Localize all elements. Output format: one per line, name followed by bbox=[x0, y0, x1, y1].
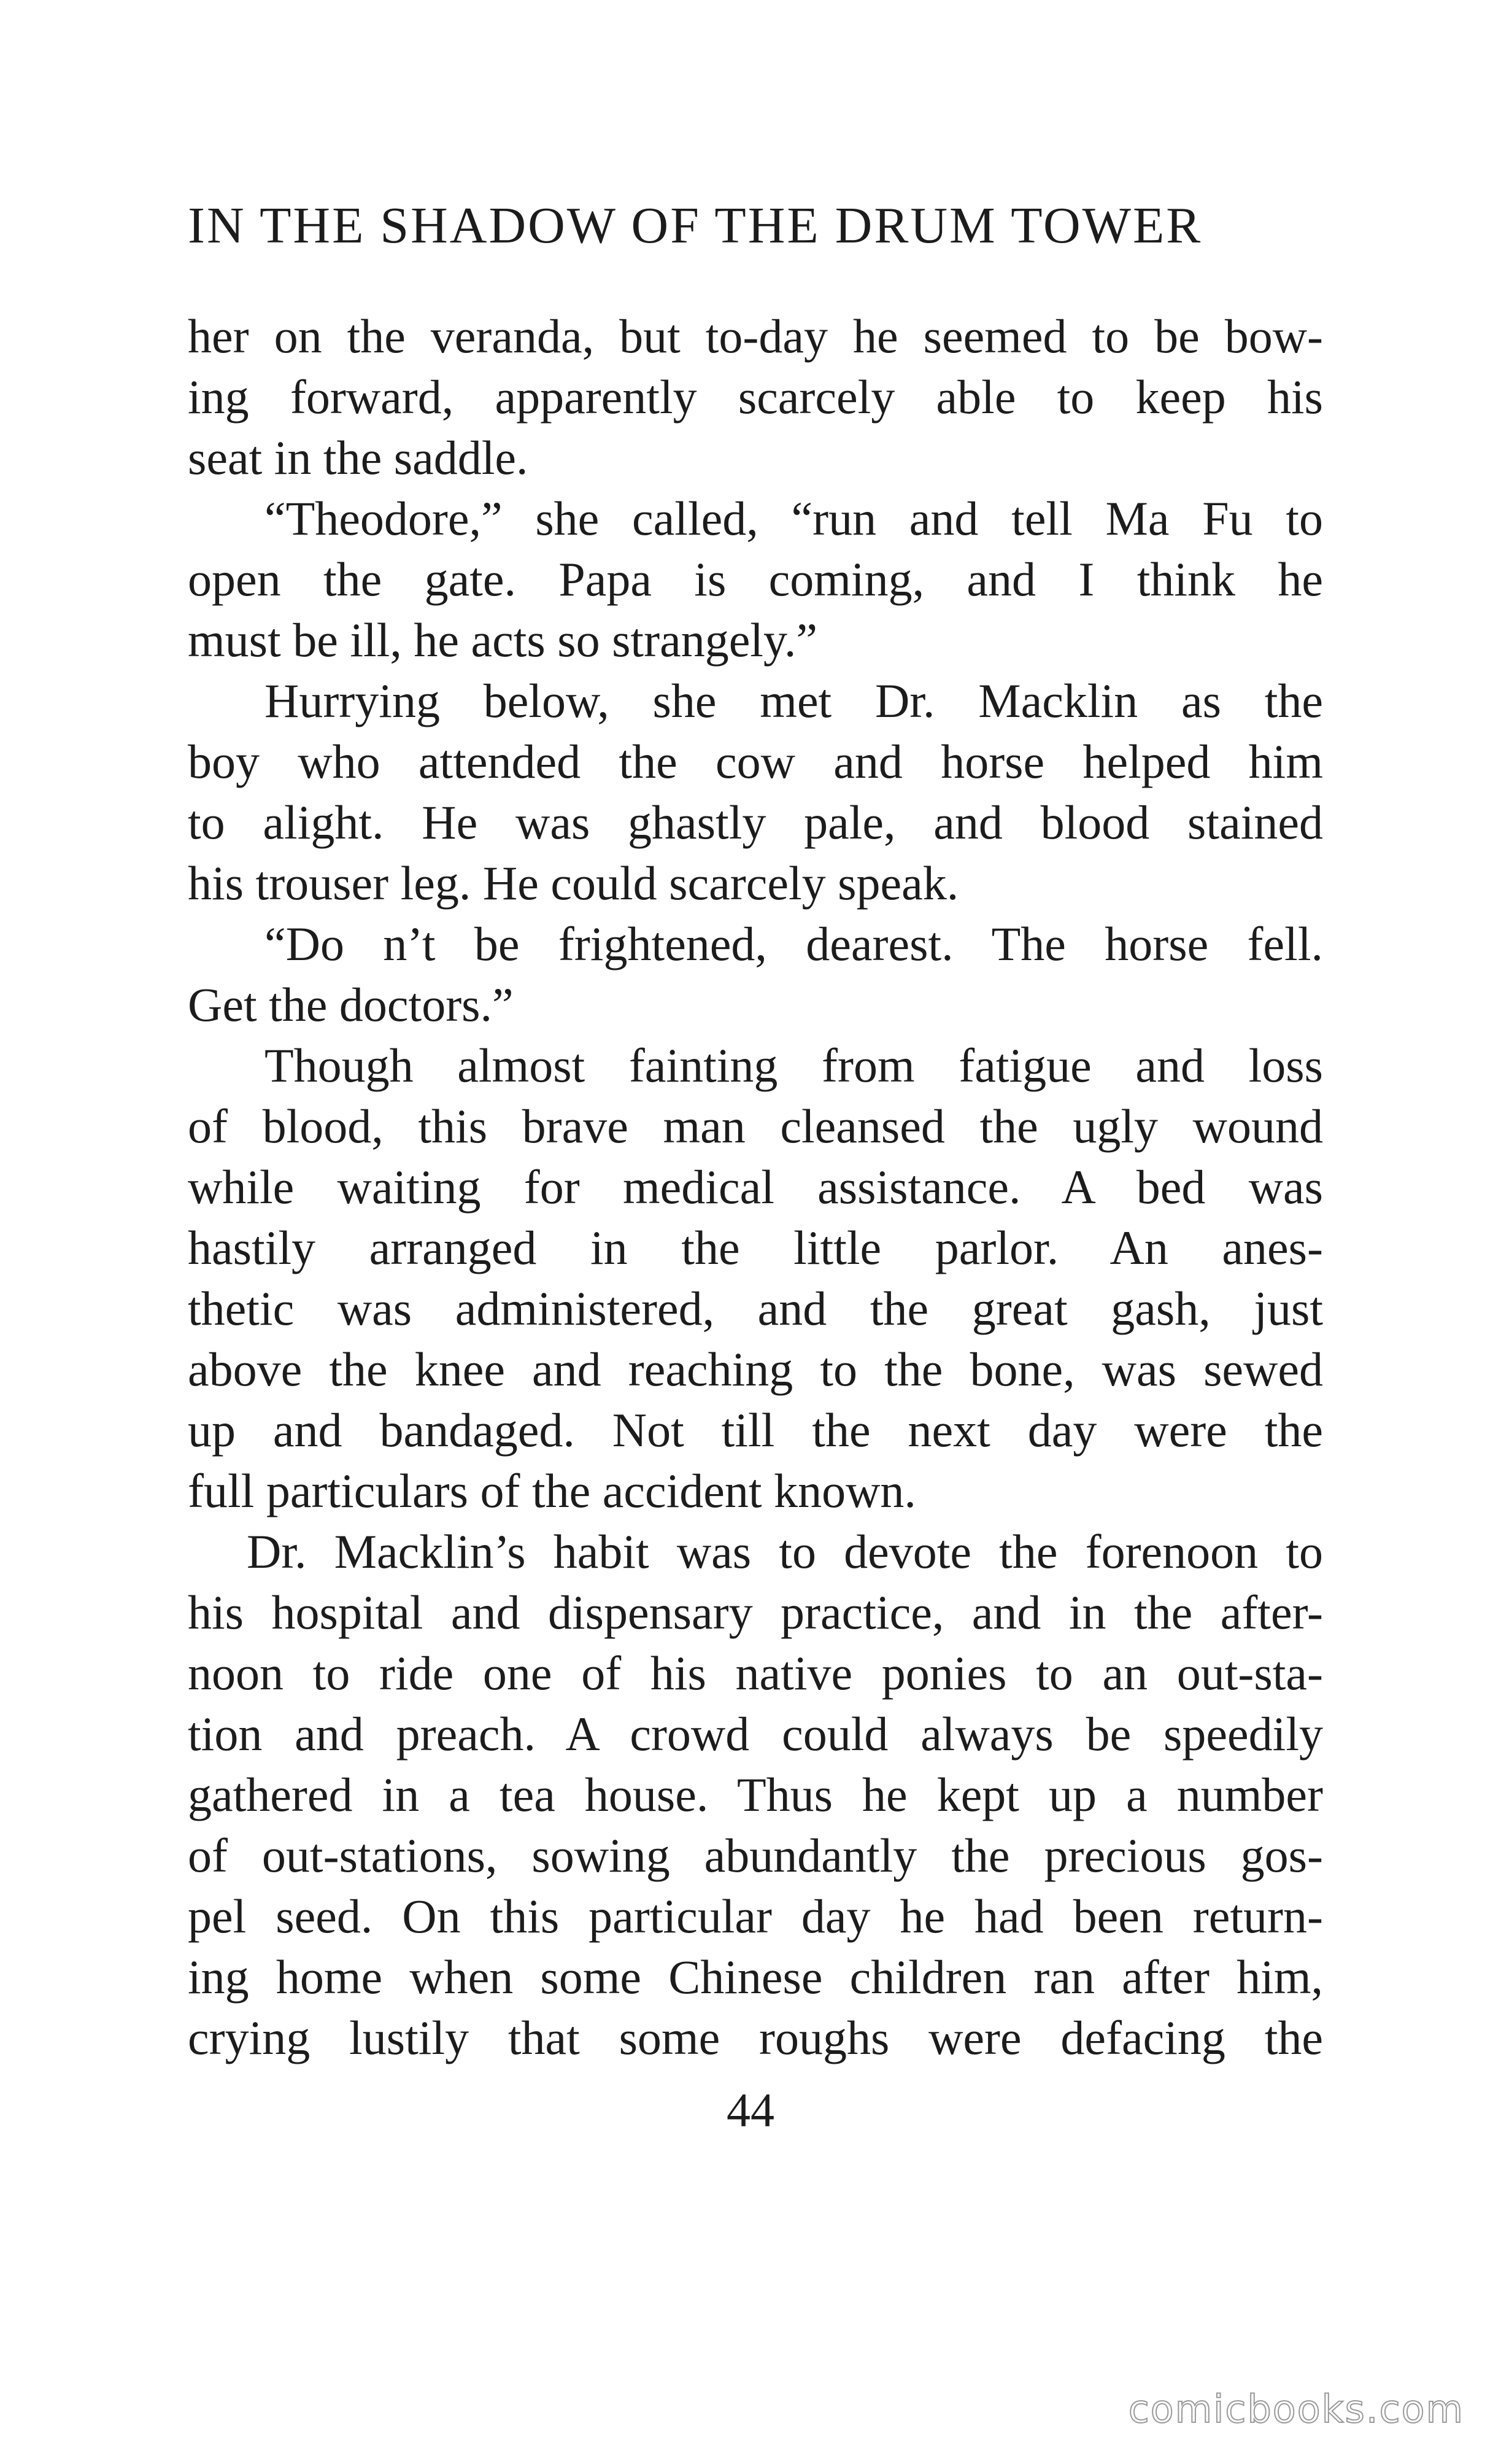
text-line: crying lustily that some roughs were defacing the bbox=[188, 2011, 1323, 2064]
running-title: IN THE SHADOW OF THE DRUM TOWER bbox=[188, 197, 1203, 254]
site-watermark: comicbooks.com bbox=[1128, 2387, 1464, 2431]
text-line: above the knee and reaching to the bone, was sewed bbox=[188, 1342, 1323, 1396]
text-line: must be ill, he acts so strangely.” bbox=[188, 613, 818, 667]
text-line: open the gate. Papa is coming, and I think he bbox=[188, 552, 1323, 606]
text-line: Dr. Macklin’s habit was to devote the forenoon to bbox=[247, 1525, 1323, 1578]
text-line: her on the veranda, but to-day he seemed to be bow- bbox=[188, 309, 1323, 363]
text-line: full particulars of the accident known. bbox=[188, 1464, 916, 1517]
text-line: while waiting for medical assistance. A bed was bbox=[188, 1160, 1323, 1214]
body-text bbox=[188, 306, 1323, 2068]
text-line: Get the doctors.” bbox=[188, 978, 514, 1031]
text-line: hastily arranged in the little parlor. An anes- bbox=[188, 1221, 1323, 1274]
text-line: of out-stations, sowing abundantly the precious gos- bbox=[188, 1829, 1323, 1882]
text-line: up and bandaged. Not till the next day were the bbox=[188, 1403, 1323, 1457]
text-line: ing forward, apparently scarcely able to keep his bbox=[188, 370, 1323, 424]
text-line: noon to ride one of his native ponies to an out-sta- bbox=[188, 1646, 1323, 1700]
text-line: gathered in a tea house. Thus he kept up a number bbox=[188, 1768, 1323, 1821]
text-line: “Theodore,” she called, “run and tell Ma Fu to bbox=[264, 492, 1323, 545]
text-line: seat in the saddle. bbox=[188, 431, 528, 484]
text-line: pel seed. On this particular day he had been return- bbox=[188, 1889, 1323, 1943]
text-line: of blood, this brave man cleansed the ugly wound bbox=[188, 1099, 1323, 1153]
text-line: Hurrying below, she met Dr. Macklin as the bbox=[264, 674, 1323, 727]
text-line: “Do n’t be frightened, dearest. The horse fell. bbox=[264, 917, 1323, 970]
text-line: ing home when some Chinese children ran after him, bbox=[188, 1950, 1323, 2004]
text-line: thetic was administered, and the great gash, just bbox=[188, 1282, 1323, 1335]
text-line: to alight. He was ghastly pale, and blood stained bbox=[188, 796, 1323, 849]
text-line: boy who attended the cow and horse helped him bbox=[188, 735, 1323, 788]
text-line: tion and preach. A crowd could always be speedily bbox=[188, 1707, 1323, 1761]
text-line: his trouser leg. He could scarcely speak. bbox=[188, 856, 959, 910]
text-line: his hospital and dispensary practice, and in the after- bbox=[188, 1586, 1323, 1639]
page-number: 44 bbox=[727, 2083, 774, 2137]
text-line: Though almost fainting from fatigue and loss bbox=[264, 1039, 1323, 1092]
